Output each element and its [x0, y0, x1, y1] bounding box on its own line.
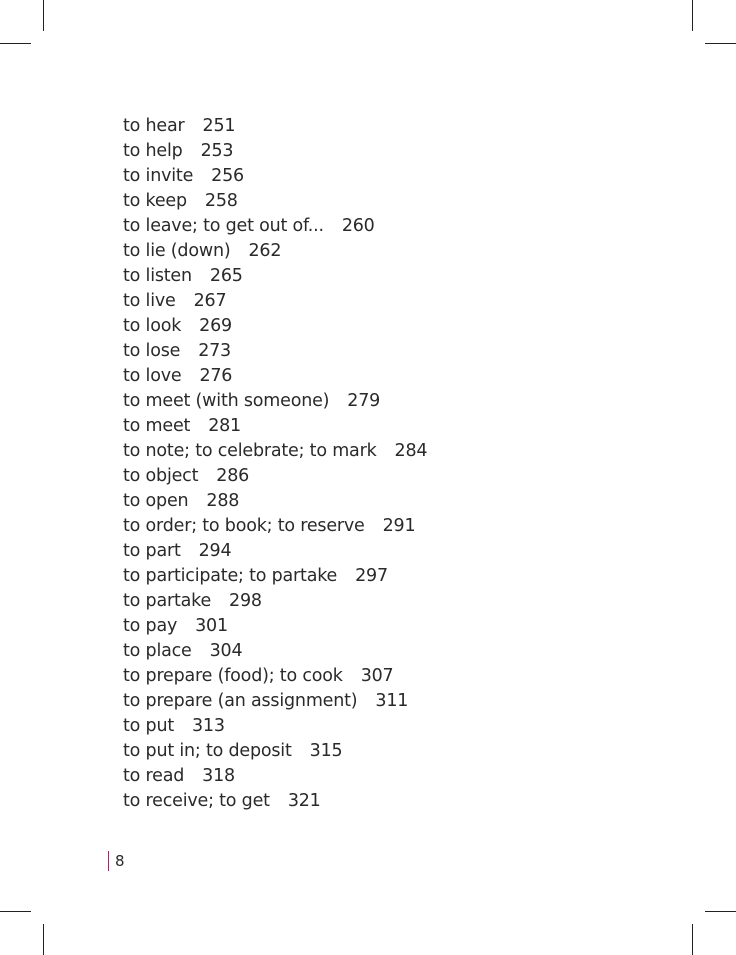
entry-page-number: 276: [199, 366, 233, 386]
contents-list: [123, 114, 427, 814]
contents-entry: [123, 464, 427, 489]
entry-page-number: 260: [341, 216, 375, 236]
crop-mark-bottom-left-horizontal: [0, 911, 31, 912]
entry-term: to help: [123, 141, 183, 161]
entry-page-number: 291: [382, 516, 416, 536]
entry-page-number: 286: [216, 466, 250, 486]
entry-term: to invite: [123, 166, 194, 186]
entry-page-number: 297: [355, 566, 388, 586]
entry-term: to meet: [123, 416, 191, 436]
entry-term: to meet (with someone): [123, 391, 330, 411]
contents-entry: [123, 289, 427, 314]
entry-term: to receive; to get: [123, 791, 270, 811]
contents-entry: [123, 164, 427, 189]
crop-mark-top-left-horizontal: [0, 43, 31, 44]
entry-term: to leave; to get out of...: [123, 216, 324, 236]
folio: [108, 850, 125, 872]
contents-entry: [123, 714, 427, 739]
contents-entry: [123, 739, 427, 764]
entry-term: to listen: [123, 266, 192, 286]
contents-entry: [123, 414, 427, 439]
contents-entry: [123, 439, 427, 464]
entry-term: to read: [123, 766, 185, 786]
entry-page-number: 273: [198, 341, 231, 361]
entry-term: to partake: [123, 591, 212, 611]
contents-entry: [123, 214, 427, 239]
entry-term: to lie (down): [123, 241, 231, 261]
entry-page-number: 318: [202, 766, 235, 786]
contents-entry: [123, 564, 427, 589]
crop-mark-bottom-left-vertical: [43, 924, 44, 955]
contents-entry: [123, 264, 427, 289]
contents-entry: [123, 539, 427, 564]
entry-term: to prepare (food); to cook: [123, 666, 343, 686]
entry-term: to part: [123, 541, 181, 561]
entry-term: to keep: [123, 191, 187, 211]
entry-term: to lose: [123, 341, 181, 361]
contents-entry: [123, 489, 427, 514]
entry-page-number: 315: [309, 741, 343, 761]
contents-entry: [123, 789, 427, 814]
contents-entry: [123, 364, 427, 389]
entry-term: to love: [123, 366, 182, 386]
entry-term: to prepare (an assignment): [123, 691, 358, 711]
contents-entry: [123, 339, 427, 364]
contents-entry: [123, 239, 427, 264]
entry-page-number: 301: [195, 616, 228, 636]
entry-page-number: 253: [200, 141, 234, 161]
contents-entry: [123, 614, 427, 639]
contents-entry: [123, 139, 427, 164]
contents-entry: [123, 514, 427, 539]
contents-entry: [123, 314, 427, 339]
crop-mark-top-right-horizontal: [705, 43, 736, 44]
entry-page-number: 256: [211, 166, 244, 186]
contents-entry: [123, 589, 427, 614]
entry-term: to note; to celebrate; to mark: [123, 441, 377, 461]
contents-entry: [123, 389, 427, 414]
entry-page-number: 265: [209, 266, 243, 286]
entry-page-number: 304: [209, 641, 243, 661]
entry-term: to open: [123, 491, 189, 511]
entry-term: to look: [123, 316, 182, 336]
entry-term: to participate; to partake: [123, 566, 338, 586]
entry-page-number: 307: [360, 666, 394, 686]
contents-entry: [123, 189, 427, 214]
entry-page-number: 269: [199, 316, 232, 336]
entry-term: to hear: [123, 116, 185, 136]
entry-page-number: 321: [287, 791, 321, 811]
entry-page-number: 288: [206, 491, 240, 511]
entry-term: to place: [123, 641, 192, 661]
entry-page-number: 281: [208, 416, 241, 436]
entry-term: to live: [123, 291, 176, 311]
entry-term: to object: [123, 466, 199, 486]
entry-page-number: 298: [229, 591, 262, 611]
crop-mark-top-right-vertical: [692, 0, 693, 31]
crop-mark-bottom-right-vertical: [692, 924, 693, 955]
entry-page-number: 311: [375, 691, 409, 711]
contents-entry: [123, 114, 427, 139]
entry-page-number: 279: [347, 391, 381, 411]
contents-entry: [123, 689, 427, 714]
entry-page-number: 262: [248, 241, 282, 261]
contents-entry: [123, 639, 427, 664]
page-number: 8: [115, 852, 125, 870]
entry-term: to pay: [123, 616, 178, 636]
entry-page-number: 267: [193, 291, 227, 311]
entry-page-number: 313: [192, 716, 225, 736]
entry-page-number: 284: [394, 441, 428, 461]
crop-mark-top-left-vertical: [43, 0, 44, 31]
folio-accent-bar: [108, 851, 109, 871]
contents-entry: [123, 764, 427, 789]
entry-page-number: 251: [202, 116, 236, 136]
entry-term: to put in; to deposit: [123, 741, 292, 761]
crop-mark-bottom-right-horizontal: [705, 911, 736, 912]
entry-page-number: 294: [198, 541, 232, 561]
contents-entry: [123, 664, 427, 689]
entry-term: to put: [123, 716, 174, 736]
entry-page-number: 258: [204, 191, 238, 211]
entry-term: to order; to book; to reserve: [123, 516, 365, 536]
